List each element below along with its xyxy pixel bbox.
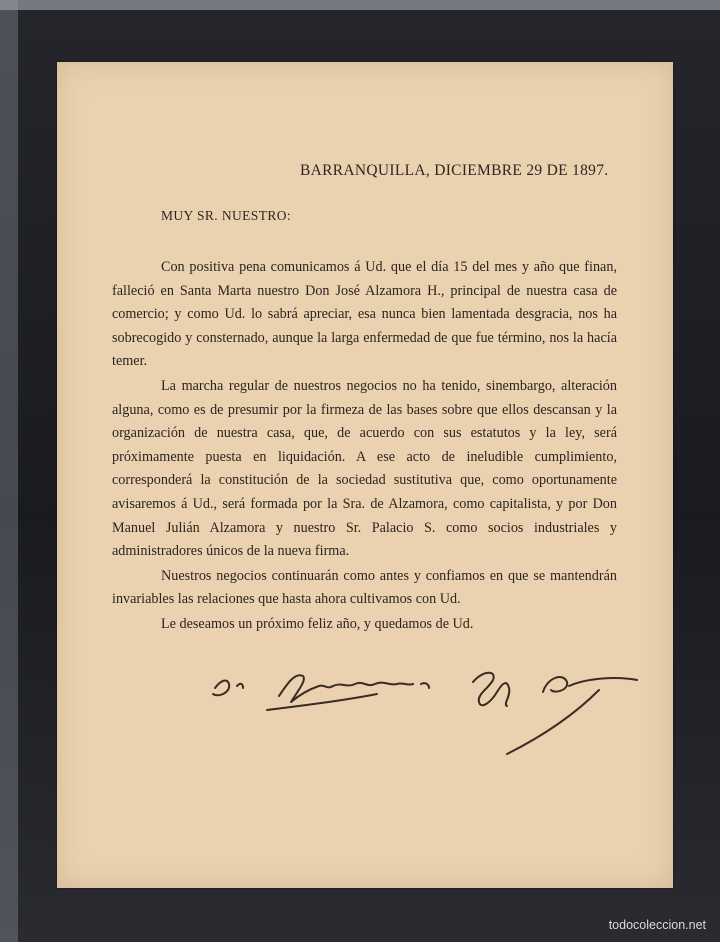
letter-paper — [57, 62, 673, 888]
date-line: BARRANQUILLA, DICIEMBRE 29 DE 1897. — [300, 162, 609, 179]
paragraph-condolence: Con positiva pena comunicamos á Ud. que el día 15 del mes y año que finan, falleció en Santa Marta nuestro Don José Alzamora H., principal de nuestra casa de comercio; y como Ud. lo sabrá apreciar, esa nunca bien lamentada desgracia, nos ha sobrecogido y consternado, aunque la larga enfermedad de que fue término, nos la hacía temer. — [112, 259, 617, 370]
scanner-edge-left — [0, 0, 18, 942]
greeting: MUY SR. NUESTRO: — [161, 208, 292, 223]
paragraph-business: La marcha regular de nuestros negocios no ha tenido, sinembargo, alteración alguna, como es de presumir por la firmeza de las bases sobre que ellos descansan y la organización de nuestra casa, que, de acuerdo con sus estatutos y la ley, será próximamente puesta en liquidación. A ese acto de ineludible cumplimiento, corresponderá la constitución de la sociedad sustitutiva que, como oportunamente avisaremos á Ud., será formada por la Sra. de Alzamora, como capitalista, y por Don Manuel Julián Alzamora y nuestro Sr. Palacio S. como socios industriales y administradores únicos de la nueva firma. — [112, 377, 617, 560]
paragraph-closing: Le deseamos un próximo feliz año, y quedamos de Ud. — [161, 615, 474, 632]
scanner-edge-top — [0, 0, 720, 10]
watermark: todocoleccion.net — [608, 918, 706, 932]
handwritten-signature — [207, 662, 647, 762]
paragraph-relations: Nuestros negocios continuarán como antes y confiamos en que se mantendrán invariables las relaciones que hasta ahora cultivamos con Ud. — [112, 567, 617, 608]
letter-body — [112, 256, 617, 637]
